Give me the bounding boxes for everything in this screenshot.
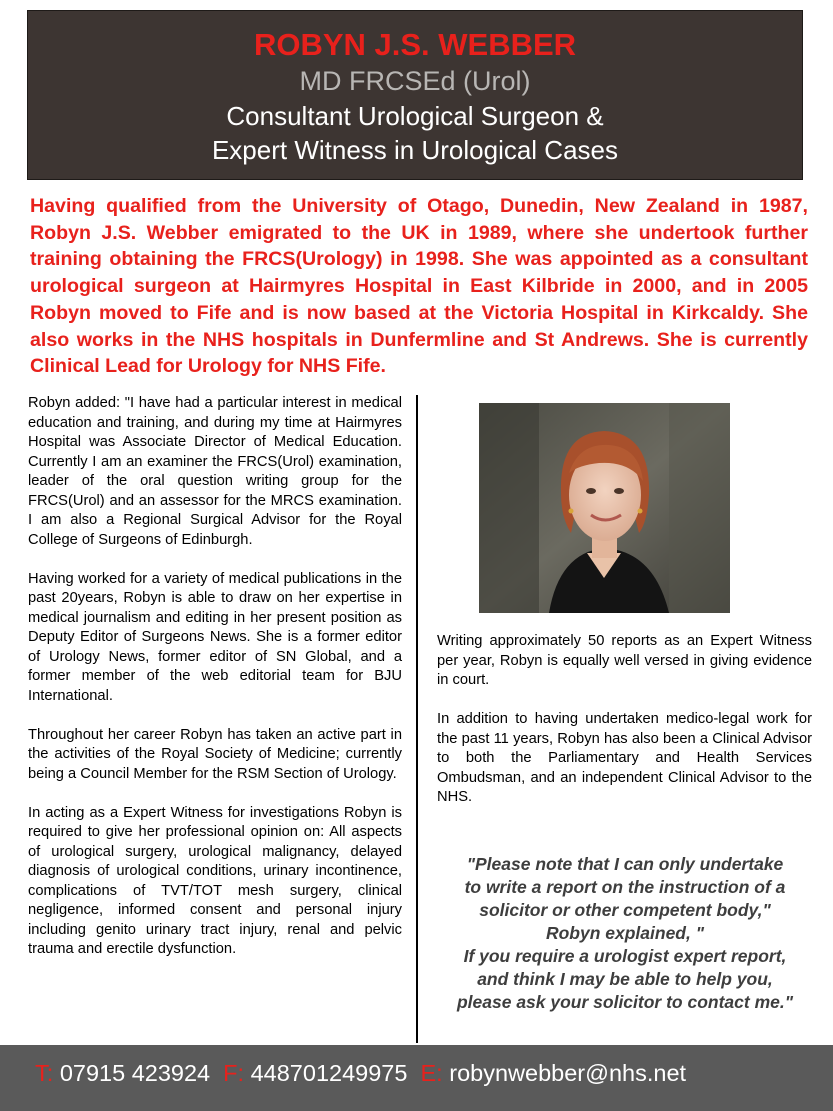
intro-paragraph: Having qualified from the University of Otago, Dunedin, New Zealand in 1987, Robyn J.S. Webber emigrated to the UK in 1989, where she undertook further training obtaining the FRCS(Urology) in 1998. She was appointed as a consultant urological surgeon at Hairmyres Hospital in East Kilbride in 2000, and in 2005 Robyn moved to Fife and is now based at the Victoria Hospital in Kirkcaldy. She also works in the NHS hospitals in Dunfermline and St Andrews. She is currently Clinical Lead for Urology for NHS Fife. xyxy=(30,195,808,378)
email-label: E: xyxy=(420,1060,443,1086)
quote-line: and think I may be able to help you, xyxy=(477,969,773,989)
quote-block xyxy=(432,853,818,1014)
doctor-name: ROBYN J.S. WEBBER xyxy=(253,27,577,62)
contact-line xyxy=(35,1060,686,1087)
left-column xyxy=(28,394,402,979)
bio-paragraph-education: Robyn added: "I have had a particular interest in medical education and training, and during my time at Hairmyres Hospital was Associate Director of Medical Education. Currently I am an examiner the FRCS(Urol) examination, leader of the oral question writing group for the FRCS(Urol) and an assessor for the MRCS examination. I am also a Regional Surgical Advisor for the Royal College of Surgeons of Edinburgh. xyxy=(28,395,402,548)
credentials: MD FRCSEd (Urol) xyxy=(299,66,531,96)
phone-label: T: xyxy=(35,1060,54,1086)
email-address[interactable]: robynwebber@nhs.net xyxy=(449,1060,687,1086)
quote-line: If you require a urologist expert report, xyxy=(463,946,787,966)
phone-number[interactable]: 07915 423924 xyxy=(59,1060,211,1086)
bio-paragraph-expertise: In acting as a Expert Witness for investigations Robyn is required to give her professional opinion on: All aspects of urological surgery, urological malignancy, delayed diagnosis of urological conditions, urinary incontinence, complications of TVT/TOT mesh surgery, clinical negligence, informed consent and personal injury including genito urinary tract injury, renal and pelvic trauma and erectile dysfunction. xyxy=(28,804,402,957)
bio-paragraph-rsm: Throughout her career Robyn has taken an active part in the activities of the Royal Society of Medicine; currently being a Council Member for the RSM Section of Urology. xyxy=(28,726,402,782)
quote-line: solicitor or other competent body," xyxy=(479,900,771,920)
quote-line: to write a report on the instruction of a xyxy=(464,877,786,897)
contact-footer xyxy=(0,1045,833,1111)
right-column xyxy=(437,632,812,827)
bio-paragraph-reports: Writing approximately 50 reports as an Expert Witness per year, Robyn is equally well versed in giving evidence in court. xyxy=(437,633,812,688)
bio-paragraph-publications: Having worked for a variety of medical publications in the past 20years, Robyn is able to draw on her expertise in medical journalism and editing in her present position as Deputy Editor of Surgeons News. She is a former editor of Urology News, former editor of SN Global, and a former member of the web editorial team for BJU International. xyxy=(28,570,402,704)
job-title-line-1: Consultant Urological Surgeon & xyxy=(226,101,604,131)
quote-line: Robyn explained, " xyxy=(545,923,705,943)
header-banner xyxy=(27,10,803,180)
fax-number[interactable]: 448701249975 xyxy=(250,1060,408,1086)
bio-paragraph-advisor: In addition to having undertaken medico-legal work for the past 11 years, Robyn has also been a Clinical Advisor to both the Parliamentary and Health Services Ombudsman, and an independent Clinical Advisor to the NHS. xyxy=(437,711,812,805)
quote-line: please ask your solicitor to contact me." xyxy=(456,992,794,1012)
portrait-illustration xyxy=(479,403,730,613)
portrait-photo xyxy=(479,403,730,613)
job-title-line-2: Expert Witness in Urological Cases xyxy=(211,135,619,165)
column-divider xyxy=(416,395,418,1043)
fax-label: F: xyxy=(223,1060,245,1086)
quote-line: "Please note that I can only undertake xyxy=(466,854,784,874)
